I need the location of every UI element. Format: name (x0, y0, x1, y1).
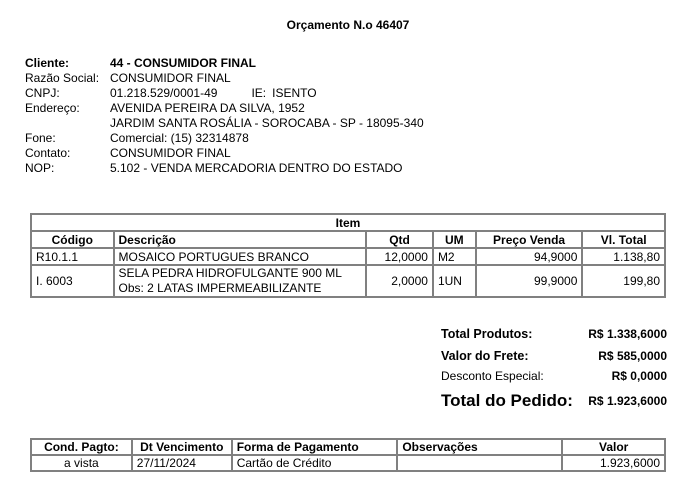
cell-forma: Cartão de Crédito (232, 455, 398, 471)
descricao-obs: Obs: 2 LATAS IMPERMEABILIZANTE (118, 281, 322, 295)
table-row (31, 265, 665, 297)
desconto-label: Desconto Especial: (441, 369, 544, 383)
razao-label: Razão Social: (25, 71, 100, 85)
total-produtos-value: R$ 1.338,6000 (588, 327, 667, 341)
contato-row (25, 146, 424, 161)
cliente-row (25, 56, 424, 71)
ie-value: ISENTO (272, 86, 317, 100)
desconto-row (441, 367, 667, 385)
items-header-row (31, 231, 665, 248)
cell-preco: 99,9000 (476, 265, 583, 297)
payment-header-row (31, 439, 665, 455)
valor-frete-label: Valor do Frete: (441, 349, 529, 363)
items-section-header (31, 214, 665, 231)
cnpj-row (25, 86, 424, 101)
table-row (31, 248, 665, 265)
customer-info (25, 56, 424, 176)
table-row (31, 455, 665, 471)
contato-label: Contato: (25, 146, 71, 160)
cell-preco: 94,9000 (476, 248, 583, 265)
cell-cond: a vista (31, 455, 132, 471)
cell-obs (397, 455, 562, 471)
total-pedido-row (441, 387, 667, 415)
razao-value: CONSUMIDOR FINAL (110, 71, 231, 85)
fone-label: Fone: (25, 131, 56, 145)
page-title: Orçamento N.o 46407 (286, 18, 410, 32)
cell-codigo: I. 6003 (31, 265, 114, 297)
endereco-row-2 (25, 116, 424, 131)
cnpj-label: CNPJ: (25, 86, 60, 100)
items-table (30, 213, 666, 298)
total-pedido-label: Total do Pedido: (441, 391, 573, 410)
cell-total: 199,80 (582, 265, 665, 297)
payment-table (30, 438, 666, 472)
endereco-label: Endereço: (25, 101, 80, 115)
valor-frete-value: R$ 585,0000 (598, 349, 667, 363)
cell-descricao: MOSAICO PORTUGUES BRANCO (114, 248, 367, 265)
spacer (25, 116, 110, 131)
desconto-value: R$ 0,0000 (611, 369, 667, 383)
total-pedido-value: R$ 1.923,6000 (588, 394, 667, 408)
fone-value: Comercial: (15) 32314878 (110, 131, 249, 145)
col-total: Vl. Total (582, 231, 665, 248)
nop-row (25, 161, 424, 176)
col-qtd: Qtd (366, 231, 433, 248)
total-produtos-row (441, 325, 667, 343)
items-section-title: Item (31, 214, 665, 231)
valor-frete-row (441, 345, 667, 367)
col-descricao: Descrição (114, 231, 367, 248)
col-observacoes: Observações (397, 439, 562, 455)
cell-valor: 1.923,6000 (562, 455, 665, 471)
col-dt-vencimento: Dt Vencimento (132, 439, 232, 455)
totals-block (441, 325, 667, 415)
nop-value: 5.102 - VENDA MERCADORIA DENTRO DO ESTADO (110, 161, 403, 175)
cell-um: 1UN (433, 265, 476, 297)
ie-label: IE: (251, 86, 267, 100)
cell-descricao (114, 265, 367, 297)
cell-qtd: 2,0000 (366, 265, 433, 297)
col-um: UM (433, 231, 476, 248)
cell-qtd: 12,0000 (366, 248, 433, 265)
col-valor: Valor (562, 439, 665, 455)
col-cond-pagto: Cond. Pagto: (31, 439, 132, 455)
cell-total: 1.138,80 (582, 248, 665, 265)
total-produtos-label: Total Produtos: (441, 327, 533, 341)
cliente-label: Cliente: (25, 56, 70, 70)
cnpj-value: 01.218.529/0001-49 (110, 86, 218, 100)
col-forma-pagamento: Forma de Pagamento (232, 439, 398, 455)
endereco-row (25, 101, 424, 116)
col-preco: Preço Venda (476, 231, 583, 248)
fone-row (25, 131, 424, 146)
razao-row (25, 71, 424, 86)
descricao-text: SELA PEDRA HIDROFULGANTE 900 ML (118, 266, 342, 280)
endereco-line1: AVENIDA PEREIRA DA SILVA, 1952 (110, 101, 305, 115)
cell-vencimento: 27/11/2024 (132, 455, 232, 471)
contato-value: CONSUMIDOR FINAL (110, 146, 231, 160)
endereco-line2: JARDIM SANTA ROSÁLIA - SOROCABA - SP - 18095-340 (110, 116, 424, 130)
nop-label: NOP: (25, 161, 55, 175)
cell-codigo: R10.1.1 (31, 248, 114, 265)
cell-um: M2 (433, 248, 476, 265)
cliente-value: 44 - CONSUMIDOR FINAL (110, 56, 257, 70)
col-codigo: Código (31, 231, 114, 248)
